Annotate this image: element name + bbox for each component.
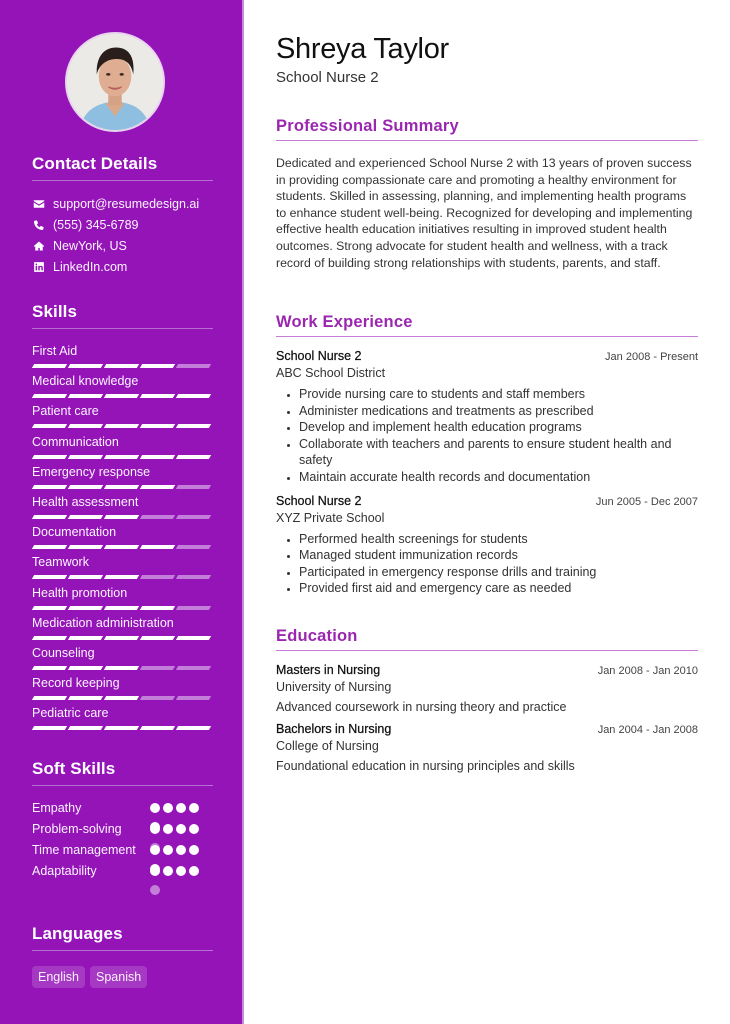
level-segment-filled — [32, 545, 67, 549]
skill-item — [32, 465, 213, 495]
candidate-title: School Nurse 2 — [276, 69, 379, 86]
soft-skill-item — [32, 863, 213, 884]
skill-list — [32, 344, 213, 736]
skill-level-bar — [32, 545, 213, 549]
level-segment-filled — [140, 636, 175, 640]
level-segment-filled — [140, 364, 175, 368]
level-segment-filled — [104, 455, 139, 459]
job-bullets — [276, 531, 698, 597]
soft-skill-rating — [150, 821, 202, 842]
soft-skill-item — [32, 842, 213, 863]
skill-name: Record keeping — [32, 676, 120, 691]
job-bullet: • Provide nursing care to students and staff members — [299, 386, 698, 403]
skill-level-bar — [32, 515, 213, 519]
work-entry — [276, 349, 698, 486]
level-segment-filled — [32, 424, 67, 428]
contact-phone-text[interactable]: (555) 345-6789 — [53, 217, 139, 232]
soft-skill-list — [32, 800, 213, 884]
education-description: Foundational education in nursing principles and skills — [276, 759, 575, 773]
contact-linkedin[interactable] — [32, 256, 213, 277]
education-heading: Education — [276, 627, 698, 651]
contact-email-text[interactable]: support@resumedesign.ai — [53, 196, 200, 211]
rating-dot-filled — [189, 824, 199, 834]
work-experience-section — [276, 313, 698, 597]
skills-heading: Skills — [32, 302, 213, 329]
level-segment-filled — [176, 636, 211, 640]
soft-skill-item — [32, 800, 213, 821]
job-bullet: • Provided first aid and emergency care as needed — [299, 580, 698, 597]
level-segment-filled — [140, 545, 175, 549]
rating-dot-filled — [163, 824, 173, 834]
skill-item — [32, 676, 213, 706]
language-badge: Spanish — [90, 966, 147, 988]
rating-dot-filled — [163, 803, 173, 813]
job-title: School Nurse 2 — [276, 349, 362, 363]
skill-item — [32, 555, 213, 585]
skill-level-bar — [32, 455, 213, 459]
level-segment-empty — [176, 515, 211, 519]
rating-dot-filled — [176, 845, 186, 855]
skill-item — [32, 404, 213, 434]
work-heading: Work Experience — [276, 313, 698, 337]
skill-item — [32, 495, 213, 525]
level-segment-filled — [176, 424, 211, 428]
level-segment-filled — [104, 545, 139, 549]
contact-phone[interactable] — [32, 214, 213, 235]
education-entry — [276, 663, 698, 714]
level-segment-filled — [32, 666, 67, 670]
skill-item — [32, 374, 213, 404]
level-segment-filled — [104, 636, 139, 640]
rating-dot-filled — [189, 866, 199, 876]
level-segment-filled — [68, 394, 103, 398]
rating-dot-filled — [189, 803, 199, 813]
languages-heading: Languages — [32, 924, 213, 951]
contact-linkedin-text[interactable]: LinkedIn.com — [53, 259, 128, 274]
employer: XYZ Private School — [276, 510, 385, 525]
level-segment-filled — [68, 606, 103, 610]
level-segment-filled — [32, 696, 67, 700]
skill-item — [32, 525, 213, 555]
skill-level-bar — [32, 636, 213, 640]
level-segment-filled — [68, 666, 103, 670]
level-segment-filled — [104, 696, 139, 700]
level-segment-filled — [140, 726, 175, 730]
job-title: School Nurse 2 — [276, 493, 362, 508]
level-segment-filled — [104, 515, 139, 519]
skill-level-bar — [32, 424, 213, 428]
skill-name: Health assessment — [32, 494, 139, 509]
level-segment-filled — [104, 485, 139, 489]
level-segment-filled — [176, 394, 211, 398]
education-dates: Jan 2008 - Jan 2010 — [597, 665, 698, 677]
avatar — [65, 32, 165, 132]
job-dates: Jun 2005 - Dec 2007 — [595, 495, 698, 508]
rating-dot-filled — [163, 845, 173, 855]
soft-skill-item — [32, 821, 213, 842]
job-bullet: • Managed student immunization records — [299, 547, 698, 564]
rating-dot-filled — [163, 866, 173, 876]
degree: Masters in Nursing — [276, 663, 381, 677]
level-segment-empty — [176, 666, 211, 670]
level-segment-filled — [104, 606, 139, 610]
level-segment-filled — [176, 726, 211, 730]
job-bullet: • Performed health screenings for students — [299, 531, 698, 548]
contact-location — [32, 235, 213, 256]
skill-item — [32, 344, 213, 374]
candidate-name: Shreya Taylor — [276, 33, 449, 65]
level-segment-filled — [32, 455, 67, 459]
level-segment-filled — [104, 394, 139, 398]
school: University of Nursing — [276, 680, 392, 694]
level-segment-empty — [140, 696, 175, 700]
level-segment-filled — [140, 424, 175, 428]
skill-name: Patient care — [32, 404, 99, 419]
skill-name: Pediatric care — [32, 706, 109, 721]
level-segment-empty — [140, 575, 175, 579]
languages-section — [32, 924, 213, 988]
contact-location-text: NewYork, US — [53, 238, 127, 253]
level-segment-filled — [104, 726, 139, 730]
contact-heading: Contact Details — [32, 154, 213, 181]
level-segment-empty — [176, 364, 211, 368]
rating-dot-filled — [176, 824, 186, 834]
rating-dot-filled — [176, 866, 186, 876]
level-segment-filled — [32, 606, 67, 610]
level-segment-filled — [68, 696, 103, 700]
job-bullets — [276, 386, 698, 486]
level-segment-filled — [32, 364, 67, 368]
skill-level-bar — [32, 696, 213, 700]
language-badge: English — [32, 966, 85, 988]
education-section — [276, 627, 698, 773]
contact-section — [32, 154, 213, 277]
level-segment-empty — [140, 666, 175, 670]
work-entry — [276, 494, 698, 597]
skill-item — [32, 435, 213, 465]
summary-section — [276, 117, 698, 271]
level-segment-filled — [140, 606, 175, 610]
soft-skills-heading: Soft Skills — [32, 759, 213, 786]
skill-item — [32, 616, 213, 646]
skill-item — [32, 586, 213, 616]
level-segment-filled — [140, 485, 175, 489]
skill-item — [32, 706, 213, 736]
skill-level-bar — [32, 575, 213, 579]
education-description: Advanced coursework in nursing theory and practice — [276, 700, 567, 714]
summary-heading: Professional Summary — [276, 117, 698, 141]
level-segment-filled — [32, 485, 67, 489]
job-bullet: • Administer medications and treatments as prescribed — [299, 403, 698, 420]
phone-icon — [32, 218, 46, 232]
soft-skill-rating — [150, 842, 202, 863]
level-segment-empty — [140, 515, 175, 519]
degree: Bachelors in Nursing — [276, 722, 392, 736]
level-segment-filled — [68, 424, 103, 428]
skill-level-bar — [32, 726, 213, 730]
linkedin-icon — [32, 260, 46, 274]
level-segment-filled — [176, 455, 211, 459]
skill-name: First Aid — [32, 344, 78, 358]
job-bullet: • Participated in emergency response drills and training — [299, 564, 698, 581]
education-dates: Jan 2004 - Jan 2008 — [597, 724, 698, 736]
job-dates: Jan 2008 - Present — [605, 351, 698, 363]
level-segment-filled — [68, 485, 103, 489]
school: College of Nursing — [276, 739, 379, 753]
home-icon — [32, 239, 46, 253]
level-segment-filled — [32, 726, 67, 730]
skill-name: Emergency response — [32, 464, 151, 479]
level-segment-filled — [68, 636, 103, 640]
skill-item — [32, 646, 213, 676]
skill-name: Health promotion — [32, 585, 128, 600]
skill-name: Teamwork — [32, 555, 89, 570]
contact-email[interactable] — [32, 193, 213, 214]
profile-photo — [67, 34, 163, 130]
level-segment-empty — [176, 696, 211, 700]
rating-dot-filled — [189, 845, 199, 855]
summary-text: Dedicated and experienced School Nurse 2 with 13 years of proven success in providing compassionate care and promoting a healthy environment for students. Skilled in assessing, planning, and implementing health programs to enhance student well-being. Recognized for developing and implementing effective health education initiatives resulting in improved student health outcomes. Strong advocate for student health and wellness, with a track record of building strong relationships with students, parents, and staff. — [276, 156, 693, 270]
level-segment-filled — [68, 726, 103, 730]
skill-level-bar — [32, 485, 213, 489]
skills-section — [32, 302, 213, 736]
rating-dot-filled — [150, 866, 160, 876]
job-bullet: • Collaborate with teachers and parents to ensure student health and safety — [299, 436, 698, 469]
skill-name: Counseling — [32, 645, 95, 660]
skill-level-bar — [32, 606, 213, 610]
level-segment-empty — [176, 606, 211, 610]
rating-dot-filled — [150, 824, 160, 834]
level-segment-filled — [32, 515, 67, 519]
level-segment-filled — [104, 364, 139, 368]
level-segment-empty — [176, 575, 211, 579]
level-segment-filled — [32, 636, 67, 640]
skill-name: Medication administration — [32, 615, 174, 630]
level-segment-empty — [176, 485, 211, 489]
rating-dot-empty — [150, 885, 160, 895]
level-segment-filled — [32, 394, 67, 398]
level-segment-filled — [104, 666, 139, 670]
soft-skill-rating — [150, 800, 202, 821]
sidebar — [0, 0, 244, 1024]
soft-skill-name: Adaptability — [32, 864, 97, 878]
level-segment-filled — [104, 424, 139, 428]
education-entry — [276, 722, 698, 773]
level-segment-filled — [140, 394, 175, 398]
level-segment-filled — [68, 515, 103, 519]
level-segment-filled — [140, 455, 175, 459]
level-segment-filled — [68, 364, 103, 368]
soft-skill-name: Problem-solving — [32, 822, 122, 836]
level-segment-empty — [176, 545, 211, 549]
level-segment-filled — [68, 575, 103, 579]
skill-name: Medical knowledge — [32, 374, 139, 389]
rating-dot-filled — [176, 803, 186, 813]
level-segment-filled — [32, 575, 67, 579]
level-segment-filled — [68, 545, 103, 549]
language-list — [32, 966, 213, 988]
rating-dot-filled — [150, 803, 160, 813]
skill-name: Communication — [32, 434, 119, 449]
contact-list — [32, 193, 213, 277]
skill-level-bar — [32, 666, 213, 670]
skill-name: Documentation — [32, 525, 117, 540]
soft-skill-name: Empathy — [32, 801, 82, 815]
level-segment-filled — [68, 455, 103, 459]
soft-skill-name: Time management — [32, 843, 136, 857]
level-segment-filled — [104, 575, 139, 579]
employer: ABC School District — [276, 366, 386, 380]
job-bullet: • Develop and implement health education programs — [299, 419, 698, 436]
envelope-icon — [32, 197, 46, 211]
job-bullet: • Maintain accurate health records and documentation — [299, 469, 698, 486]
skill-level-bar — [32, 394, 213, 398]
soft-skills-section — [32, 759, 213, 884]
rating-dot-filled — [150, 845, 160, 855]
soft-skill-rating — [150, 863, 202, 884]
skill-level-bar — [32, 364, 213, 368]
